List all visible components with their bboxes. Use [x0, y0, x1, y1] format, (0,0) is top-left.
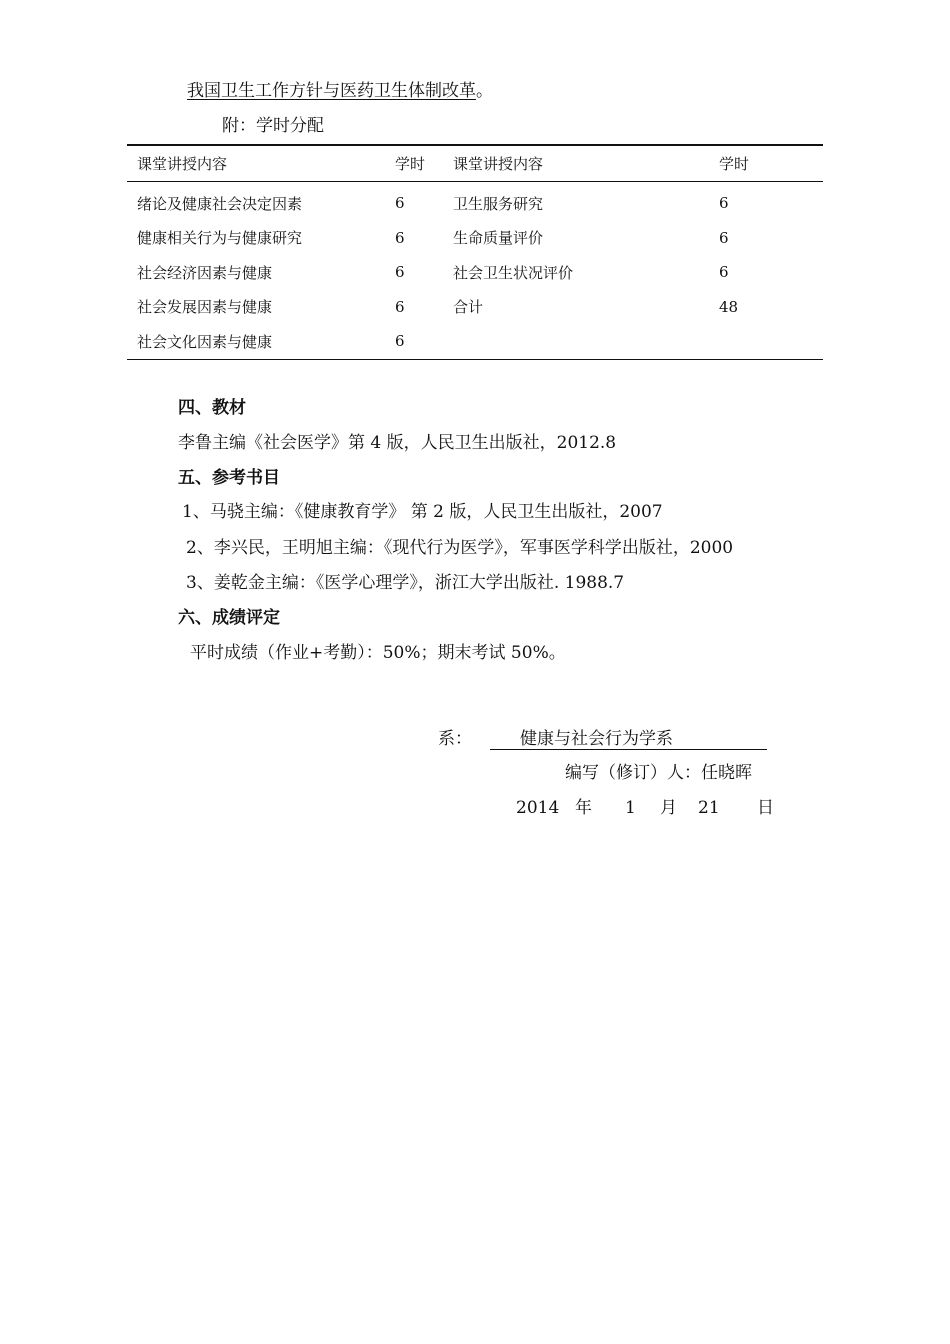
header-hours-1: 学时 [395, 155, 426, 173]
grading-heading: 六、成绩评定 [178, 608, 280, 628]
table-cell: 6 [719, 194, 729, 213]
table-cell [443, 324, 709, 359]
table-cell: 卫生服务研究 [453, 194, 544, 213]
date-year: 2014 [516, 798, 560, 818]
department-label: 系： [438, 729, 472, 749]
intro-tail: 。 [476, 81, 493, 101]
table-row [127, 290, 823, 325]
table-cell: 6 [395, 297, 405, 316]
table-cell: 绪论及健康社会决定因素 [137, 194, 303, 213]
table-cell: 6 [395, 228, 405, 247]
reference-item-3: 3、姜乾金主编：《医学心理学》，浙江大学出版社. 1988.7 [186, 573, 625, 593]
date-month-unit: 月 [660, 798, 677, 818]
table-row [127, 324, 823, 359]
intro-line [187, 76, 493, 101]
hours-table [127, 144, 823, 360]
header-content-2: 课堂讲授内容 [453, 155, 544, 173]
department-line [438, 724, 767, 750]
department-value: 健康与社会行为学系 [490, 729, 767, 750]
table-cell: 社会文化因素与健康 [137, 332, 273, 351]
table-cell: 合计 [453, 298, 484, 317]
header-hours-2: 学时 [719, 155, 750, 173]
header-content-1: 课堂讲授内容 [137, 155, 228, 173]
table-cell: 社会卫生状况评价 [453, 263, 574, 282]
table-cell: 6 [719, 228, 729, 247]
table-header-row [127, 145, 823, 182]
table-cell [709, 324, 823, 359]
table-row [127, 182, 823, 221]
date-line [516, 793, 774, 818]
references-heading: 五、参考书目 [178, 468, 280, 488]
table-cell: 48 [719, 297, 739, 316]
author-line: 编写（修订）人：任晓晖 [565, 763, 752, 783]
appendix-label: 附：学时分配 [222, 116, 324, 136]
date-month: 1 [625, 798, 636, 818]
table-row [127, 221, 823, 256]
table-cell: 6 [395, 263, 405, 282]
textbook-heading: 四、教材 [178, 398, 246, 418]
date-year-unit: 年 [575, 798, 592, 818]
intro-underlined-text: 我国卫生工作方针与医药卫生体制改革 [187, 81, 476, 101]
table-cell: 社会发展因素与健康 [137, 298, 273, 317]
date-day: 21 [698, 798, 720, 818]
reference-item-2: 2、李兴民，王明旭主编：《现代行为医学》，军事医学科学出版社，2000 [186, 538, 734, 558]
table-cell: 6 [395, 194, 405, 213]
reference-item-1: 1、马骁主编：《健康教育学》 第 2 版，人民卫生出版社，2007 [182, 502, 663, 522]
table-cell: 社会经济因素与健康 [137, 263, 273, 282]
textbook-item: 李鲁主编《社会医学》第 4 版，人民卫生出版社，2012.8 [178, 433, 617, 453]
grading-text: 平时成绩（作业+考勤）：50%；期末考试 50%。 [190, 643, 566, 663]
table-cell: 6 [719, 263, 729, 282]
table-row [127, 255, 823, 290]
date-day-unit: 日 [757, 798, 774, 818]
table-cell: 6 [395, 332, 405, 351]
table-cell: 生命质量评价 [453, 229, 544, 248]
table-cell: 健康相关行为与健康研究 [137, 229, 303, 248]
